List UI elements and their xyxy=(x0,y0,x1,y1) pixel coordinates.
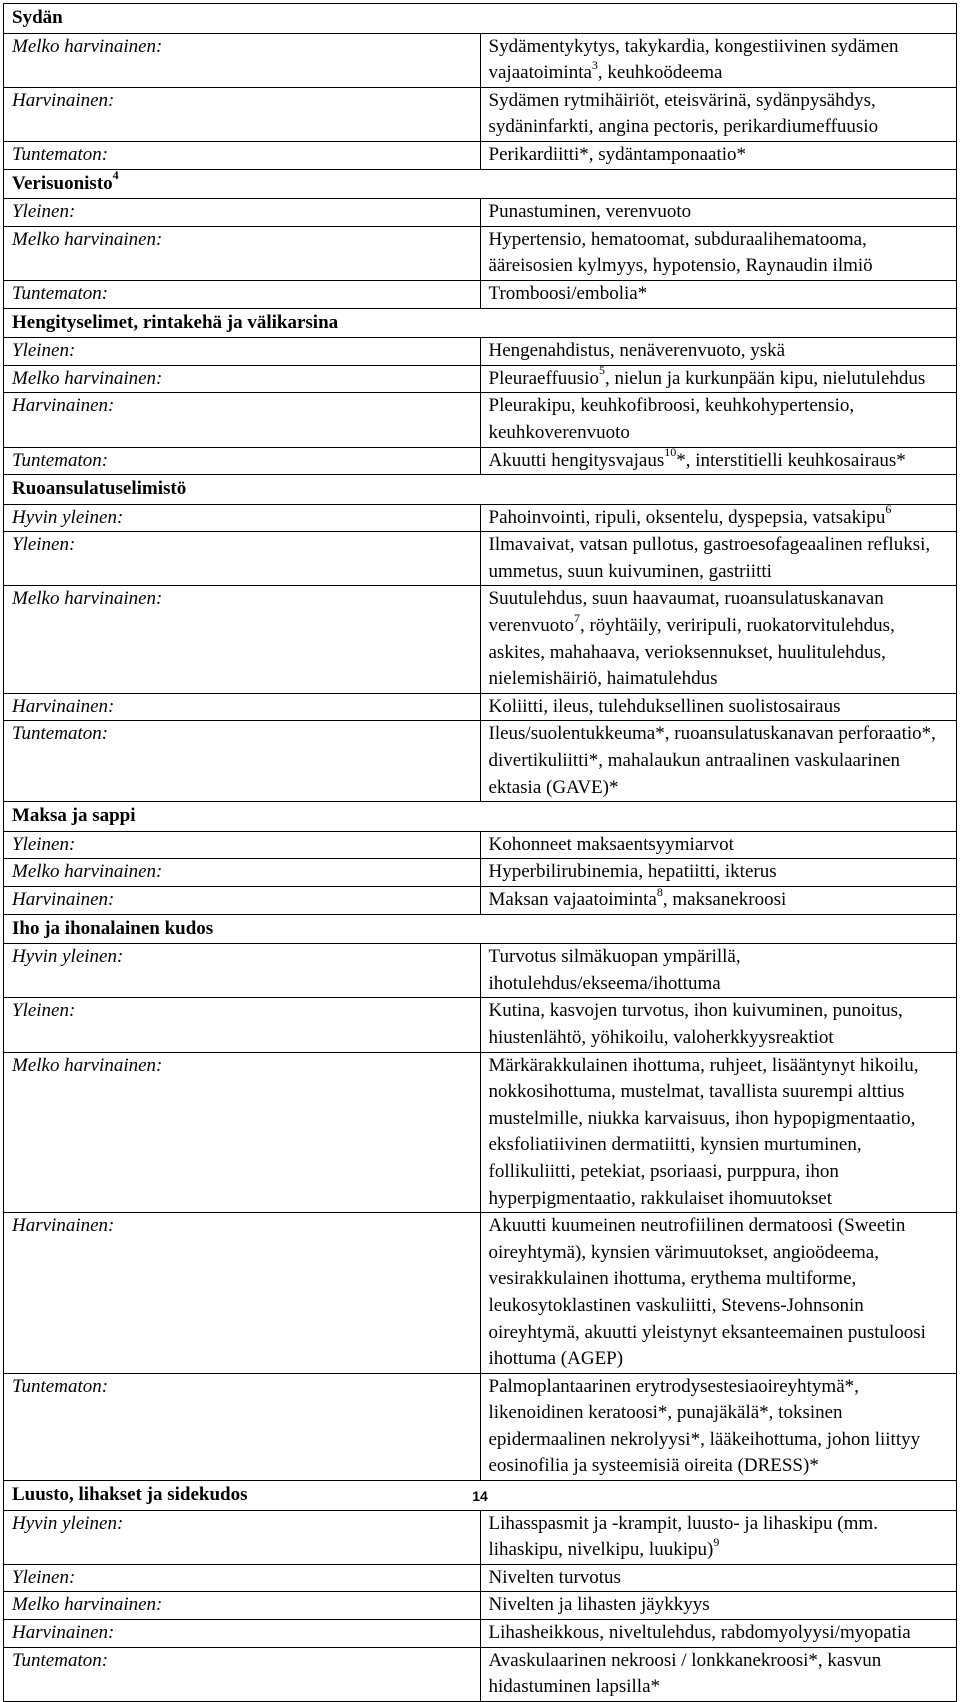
table-row xyxy=(4,586,957,693)
text-segment: Palmoplantaarinen erytrodysestesiaoireyhtymä*, likenoidinen keratoosi*, punajäkälä*, toksinen epidermaalinen nekrolyysi*, lääkeihottuma, johon liittyy eosinofilia ja systeemisiä oireita (DRESS)* xyxy=(488,1375,921,1477)
table-row xyxy=(4,199,957,227)
frequency-label: Harvinainen: xyxy=(4,87,481,141)
adverse-effects-text xyxy=(480,199,957,227)
adverse-effects-text xyxy=(480,859,957,887)
frequency-label: Tuntematon: xyxy=(4,280,481,308)
adverse-effects-text xyxy=(480,884,957,915)
adverse-effects-text xyxy=(480,87,957,141)
text-segment: Suutulehdus, suun haavaumat, ruoansulatuskanavan verenvuoto xyxy=(488,588,884,637)
adverse-effects-text xyxy=(480,33,957,87)
frequency-label: Melko harvinainen: xyxy=(4,226,481,280)
text-segment: Maksan vajaatoiminta xyxy=(488,889,657,910)
text-segment: Lihasspasmit ja -krampit, luusto- ja lihaskipu (mm. lihaskipu, nivelkipu, luukipu) xyxy=(488,1512,878,1561)
frequency-label: Harvinainen: xyxy=(4,1620,481,1648)
table-row xyxy=(4,944,957,998)
text-segment: Hyperbilirubinemia, hepatiitti, ikterus xyxy=(488,861,777,883)
frequency-label: Harvinainen: xyxy=(4,887,481,915)
adverse-effects-text xyxy=(480,721,957,802)
frequency-label: Yleinen: xyxy=(4,831,481,859)
text-segment: , keuhkoödeema xyxy=(597,62,723,84)
table-row xyxy=(4,226,957,280)
frequency-label: Yleinen: xyxy=(4,532,481,586)
frequency-label: Hyvin yleinen: xyxy=(4,504,481,532)
text-segment: Perikardiitti*, sydäntamponaatio* xyxy=(488,143,747,165)
table-row xyxy=(4,141,957,169)
table-row xyxy=(4,859,957,887)
text-segment: Pleurakipu, keuhkofibroosi, keuhkohypertensio, keuhkoverenvuoto xyxy=(488,395,855,443)
table-row xyxy=(4,1213,957,1374)
text-segment: Avaskulaarinen nekroosi / lonkkanekroosi*, kasvun hidastuminen lapsilla* xyxy=(488,1649,882,1698)
adverse-effects-text xyxy=(480,447,957,475)
frequency-label: Melko harvinainen: xyxy=(4,586,481,693)
section-header-cell xyxy=(4,914,957,944)
adverse-effects-text xyxy=(480,1592,957,1620)
text-segment: Hengenahdistus, nenäverenvuoto, yskä xyxy=(488,340,786,362)
table-row xyxy=(4,831,957,859)
adverse-effects-text xyxy=(480,1620,957,1648)
text-segment: , nielun ja kurkunpään kipu, nielutulehdus xyxy=(604,367,926,389)
section-title: Hengityselimet, rintakehä ja välikarsina xyxy=(12,311,339,333)
text-segment: Märkärakkulainen ihottuma, ruhjeet, lisääntynyt hikoilu, nokkosihottuma, mustelmat, tavallista suurempi alttius mustelmille, niukka karvaisuus, ihon hypopigmentaatio, eksfoliatiivinen dermatiitti, kynsien murtuminen, follikuliitti, petekiat, psoriaasi, purppura, ihon hyperpigmentaatio, rakkulaiset ihomuutokset xyxy=(488,1054,919,1209)
section-header-row xyxy=(4,169,957,199)
table-row xyxy=(4,1620,957,1648)
footnote-ref: 9 xyxy=(713,1534,720,1549)
text-segment: Ileus/suolentukkeuma*, ruoansulatuskanavan perforaatio*, divertikuliitti*, mahalaukun antraalinen vaskulaarinen ektasia (GAVE)* xyxy=(488,723,936,798)
frequency-label: Tuntematon: xyxy=(4,1647,481,1701)
frequency-label: Harvinainen: xyxy=(4,693,481,721)
frequency-label: Yleinen: xyxy=(4,338,481,366)
section-title: Ruoansulatuselimistö xyxy=(12,478,187,500)
table-row xyxy=(4,87,957,141)
frequency-label: Tuntematon: xyxy=(4,141,481,169)
table-row xyxy=(4,365,957,393)
section-title: Sydän xyxy=(12,7,63,28)
footnote-ref: 3 xyxy=(591,57,598,72)
table-row xyxy=(4,887,957,915)
section-header-row xyxy=(4,802,957,832)
text-segment: Turvotus silmäkuopan ympärillä, ihotulehdus/ekseema/ihottuma xyxy=(488,946,741,994)
text-segment: Sydämentykytys, takykardia, kongestiivinen sydämen vajaatoiminta xyxy=(488,35,899,84)
frequency-label: Tuntematon: xyxy=(4,1373,481,1480)
text-segment: Punastuminen, verenvuoto xyxy=(488,201,692,223)
text-segment: Ilmavaivat, vatsan pullotus, gastroesofageaalinen refluksi, ummetus, suun kuivuminen, gastriitti xyxy=(488,534,931,582)
adverse-effects-text xyxy=(480,141,957,169)
section-header-row xyxy=(4,4,957,34)
section-title: Verisuonisto xyxy=(12,172,113,194)
text-segment: Pleuraeffuusio xyxy=(488,367,599,389)
frequency-label: Tuntematon: xyxy=(4,447,481,475)
text-segment: Akuutti kuumeinen neutrofiilinen dermatoosi (Sweetin oireyhtymä), kynsien värimuutokset, angioödeema, vesirakkulainen ihottuma, erythema multiforme, leukosytoklastinen vaskuliitti, Stevens-Johnsonin oireyhtymä, akuutti yleistynyt eksanteemainen pustuloosi ihottuma (AGEP) xyxy=(488,1215,926,1370)
text-segment: Koliitti, ileus, tulehduksellinen suolistosairaus xyxy=(488,695,841,717)
section-title: Luusto, lihakset ja sidekudos xyxy=(12,1484,248,1506)
frequency-label: Harvinainen: xyxy=(4,393,481,447)
table-row xyxy=(4,504,957,532)
text-segment: Lihasheikkous, niveltulehdus, rabdomyolyysi/myopatia xyxy=(488,1622,911,1644)
frequency-label: Melko harvinainen: xyxy=(4,1592,481,1620)
section-header-cell xyxy=(4,169,957,199)
table-row xyxy=(4,1510,957,1564)
frequency-label: Harvinainen: xyxy=(4,1213,481,1374)
adverse-effects-text xyxy=(480,1213,957,1374)
adverse-effects-text xyxy=(480,1373,957,1480)
section-header-row xyxy=(4,308,957,338)
table-row xyxy=(4,1564,957,1592)
table-row xyxy=(4,338,957,366)
adverse-effects-table xyxy=(3,3,957,1702)
section-header-row xyxy=(4,475,957,505)
page-number: 14 xyxy=(472,1488,488,1504)
section-header-cell xyxy=(4,475,957,505)
table-row xyxy=(4,447,957,475)
table-row xyxy=(4,1592,957,1620)
text-segment: Kutina, kasvojen turvotus, ihon kuivuminen, punoitus, hiustenlähtö, yöhikoilu, valoherkkyysreaktiot xyxy=(488,1000,903,1048)
table-row xyxy=(4,33,957,87)
table-row xyxy=(4,1052,957,1213)
table-row xyxy=(4,393,957,447)
table-row xyxy=(4,280,957,308)
adverse-effects-text xyxy=(480,831,957,859)
adverse-effects-text xyxy=(480,365,957,393)
adverse-effects-text xyxy=(480,532,957,586)
table-row xyxy=(4,693,957,721)
frequency-label: Yleinen: xyxy=(4,1564,481,1592)
footnote-ref: 6 xyxy=(885,502,892,517)
frequency-label: Yleinen: xyxy=(4,998,481,1052)
adverse-effects-text xyxy=(480,504,957,532)
frequency-label: Tuntematon: xyxy=(4,721,481,802)
table-row xyxy=(4,998,957,1052)
adverse-effects-text xyxy=(480,226,957,280)
footnote-ref: 10 xyxy=(664,445,677,460)
text-segment: Sydämen rytmihäiriöt, eteisvärinä, sydänpysähdys, sydäninfarkti, angina pectoris, perikardiumeffuusio xyxy=(488,89,879,138)
text-segment: Akuutti hengitysvajaus xyxy=(488,449,665,471)
adverse-effects-text xyxy=(480,393,957,447)
section-header-row xyxy=(4,914,957,944)
footnote-ref: 5 xyxy=(598,363,605,378)
footnote-ref: 4 xyxy=(112,168,119,183)
frequency-label: Melko harvinainen: xyxy=(4,859,481,887)
frequency-label: Yleinen: xyxy=(4,199,481,227)
section-header-cell xyxy=(4,802,957,832)
table-row xyxy=(4,1373,957,1480)
text-segment: Nivelten ja lihasten jäykkyys xyxy=(488,1594,710,1616)
frequency-label: Melko harvinainen: xyxy=(4,365,481,393)
text-segment: Kohonneet maksaentsyymiarvot xyxy=(488,833,734,855)
table-row xyxy=(4,532,957,586)
frequency-label: Melko harvinainen: xyxy=(4,1052,481,1213)
table-row xyxy=(4,1647,957,1701)
adverse-effects-text xyxy=(480,1564,957,1592)
text-segment: Pahoinvointi, ripuli, oksentelu, dyspepsia, vatsakipu xyxy=(488,506,886,528)
adverse-effects-text xyxy=(480,338,957,366)
adverse-effects-text xyxy=(480,1052,957,1213)
adverse-effects-text xyxy=(480,693,957,721)
adverse-effects-text xyxy=(480,1647,957,1701)
footnote-ref: 8 xyxy=(656,884,663,899)
section-header-cell xyxy=(4,308,957,338)
adverse-effects-text xyxy=(480,998,957,1052)
footnote-ref: 7 xyxy=(573,610,580,625)
adverse-effects-text xyxy=(480,1510,957,1564)
text-segment: Nivelten turvotus xyxy=(488,1566,621,1588)
text-segment: Tromboosi/embolia* xyxy=(488,282,648,304)
text-segment: , röyhtäily, veriripuli, ruokatorvitulehdus, askites, mahahaava, verioksennukset, huulitulehdus, nielemishäiriö, haimatulehdus xyxy=(488,615,895,690)
frequency-label: Hyvin yleinen: xyxy=(4,944,481,998)
adverse-effects-text xyxy=(480,586,957,693)
table-row xyxy=(4,721,957,802)
text-segment: Hypertensio, hematoomat, subduraalihematooma, ääreisosien kylmyys, hypotensio, Raynaudin ilmiö xyxy=(488,228,873,277)
frequency-label: Melko harvinainen: xyxy=(4,33,481,87)
text-segment: , maksanekroosi xyxy=(662,889,787,910)
adverse-effects-text xyxy=(480,944,957,998)
section-header-cell xyxy=(4,4,957,34)
text-segment: *, interstitielli keuhkosairaus* xyxy=(676,449,906,471)
section-title: Maksa ja sappi xyxy=(12,805,136,827)
adverse-effects-text xyxy=(480,280,957,308)
frequency-label: Hyvin yleinen: xyxy=(4,1510,481,1564)
section-title: Iho ja ihonalainen kudos xyxy=(12,917,214,939)
